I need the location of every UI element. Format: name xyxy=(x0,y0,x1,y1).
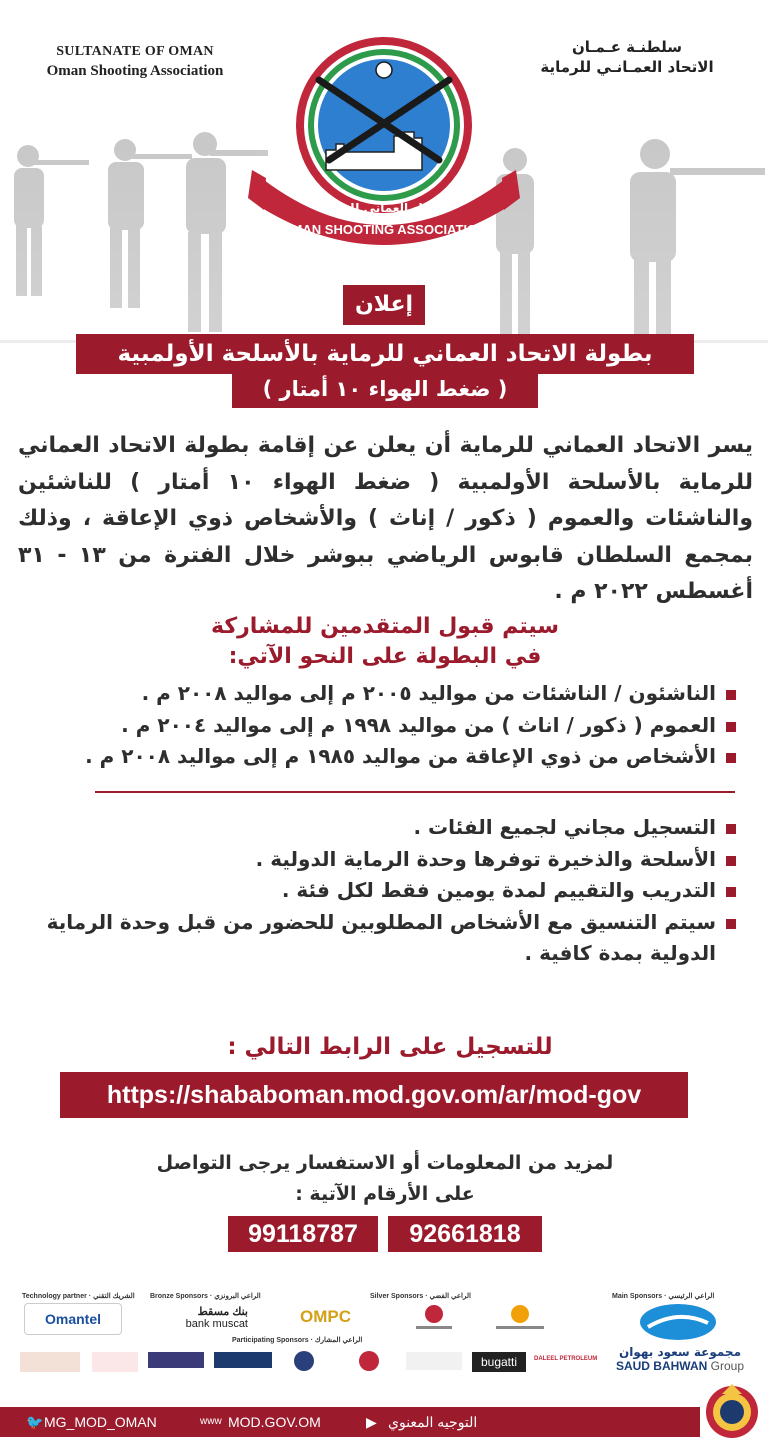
list-item xyxy=(18,741,738,773)
bank-muscat-ar: بنك مسقط xyxy=(197,1306,248,1318)
participating-logo-6 xyxy=(358,1350,380,1372)
bronze-sponsors-label: Bronze Sponsors · الراعي البرونزي xyxy=(150,1293,261,1300)
header-ar xyxy=(512,38,742,76)
participating-logo-2 xyxy=(92,1352,138,1372)
list-item xyxy=(18,678,738,710)
intro-paragraph: يسر الاتحاد العماني للرماية أن يعلن عن إقامة بطولة الاتحاد العماني للرماية بالأسلحة الأولمبية ( ضغط الهواء ١٠ أمتار ) للناشئين والناشئات والعموم ( ذكور / إناث ) والأشخاص ذوي الإعاقة ، وذلك بمجمع السلطان قابوس الرياضي ببوشر خلال الفترة من ١٣ - ٣١ أغسطس ٢٠٢٢ م . xyxy=(18,433,753,604)
saud-bahwan-group: Group xyxy=(710,1359,745,1373)
list-item xyxy=(8,875,738,907)
list-item xyxy=(8,907,738,970)
participating-logo-4 xyxy=(214,1352,272,1368)
website-link[interactable]: MOD.GOV.OM xyxy=(228,1414,321,1430)
registration-label: للتسجيل على الرابط التالي : xyxy=(227,1034,553,1060)
silver-sponsor-logo-3 xyxy=(490,1302,550,1332)
participating-sponsors-label: Participating Sponsors · الراعي المشارك xyxy=(232,1337,363,1344)
contact-line1: لمزيد من المعلومات أو الاستفسار يرجى التواصل xyxy=(156,1152,614,1174)
header-en xyxy=(20,44,250,80)
categories-list xyxy=(18,678,738,773)
list-item xyxy=(18,710,738,742)
bullet-icon xyxy=(726,856,736,866)
bullet-icon xyxy=(726,753,736,763)
web-prefix: www xyxy=(200,1416,222,1427)
bugatti-logo: bugatti xyxy=(472,1352,526,1372)
technology-partner-label: Technology partner · الشريك التقني xyxy=(22,1293,135,1300)
omantel-logo: Omantel xyxy=(24,1303,122,1335)
twitter-icon[interactable]: 🐦 xyxy=(26,1414,44,1430)
twitter-handle[interactable]: MG_MOD_OMAN xyxy=(44,1414,157,1430)
bullet-icon xyxy=(726,824,736,834)
header-ar-line2: الاتحاد العمـانـي للرماية xyxy=(540,58,714,76)
phone-number-1[interactable]: 99118787 xyxy=(228,1216,378,1252)
saud-bahwan-emblem-icon xyxy=(600,1303,760,1341)
youtube-label[interactable]: التوجيه المعنوي xyxy=(388,1414,478,1430)
logo-arabic-text: الاتحاد العماني للرماية xyxy=(318,201,450,215)
list-item-text: الأشخاص من ذوي الإعاقة من مواليد ١٩٨٥ م إلى مواليد ٢٠٠٨ م . xyxy=(85,744,716,768)
contact-line2: على الأرقام الآتية : xyxy=(295,1183,475,1205)
list-item-text: العموم ( ذكور / اناث ) من مواليد ١٩٩٨ م إلى مواليد ٢٠٠٤ م . xyxy=(121,712,716,737)
logo-english-text: OMAN SHOOTING ASSOCIATION xyxy=(281,222,487,237)
contact-text xyxy=(120,1148,650,1210)
youtube-icon[interactable]: ▶ xyxy=(366,1414,377,1430)
phone-number-2[interactable]: 92661818 xyxy=(388,1216,542,1252)
notes-list xyxy=(8,812,738,970)
acceptance-line1: سيتم قبول المتقدمين للمشاركة xyxy=(210,614,559,639)
announcement-title: بطولة الاتحاد العماني للرماية بالأسلحة الأولمبية xyxy=(76,334,694,374)
ompc-logo: OMPC xyxy=(300,1307,351,1326)
list-item xyxy=(8,844,738,876)
registration-link[interactable]: https://shababoman.mod.gov.om/ar/mod-gov xyxy=(60,1072,688,1118)
main-sponsors-label: Main Sponsors · الراعي الرئيسي xyxy=(612,1293,715,1300)
saud-bahwan-ar: مجموعة سعود بهوان xyxy=(618,1345,742,1359)
list-item-text: التدريب والتقييم لمدة يومين فقط لكل فئة . xyxy=(281,878,716,902)
bank-muscat-logo xyxy=(158,1305,248,1333)
oman-shooting-association-logo xyxy=(244,20,524,280)
participating-logo-7 xyxy=(406,1352,462,1370)
bullet-icon xyxy=(726,919,736,929)
footer-bar xyxy=(0,1407,700,1437)
participating-logo-3 xyxy=(148,1352,204,1368)
bullet-icon xyxy=(726,887,736,897)
saud-bahwan-logo xyxy=(600,1303,760,1373)
acceptance-heading xyxy=(150,612,620,672)
announcement-subtitle: ( ضغط الهواء ١٠ أمتار ) xyxy=(232,372,538,408)
bank-muscat-en: bank muscat xyxy=(185,1318,248,1330)
bullet-icon xyxy=(726,690,736,700)
list-item xyxy=(8,812,738,844)
participating-logo-1 xyxy=(20,1352,80,1372)
participating-logo-5 xyxy=(286,1350,322,1372)
ministry-emblem-icon xyxy=(700,1380,764,1440)
list-item-text: الناشئون / الناشئات من مواليد ٢٠٠٥ م إلى مواليد ٢٠٠٨ م . xyxy=(141,681,716,705)
header-ar-line1: سلطنـة عـمـان xyxy=(571,38,683,56)
header-en-line1: SULTANATE OF OMAN xyxy=(56,44,214,59)
silver-sponsors-label: Silver Sponsors · الراعي الفضي xyxy=(370,1293,471,1300)
list-item-text: التسجيل مجاني لجميع الفئات . xyxy=(413,815,716,839)
daleel-petroleum-logo: DALEEL PETROLEUM xyxy=(534,1356,598,1362)
silver-sponsor-logo-2 xyxy=(410,1302,458,1332)
bullet-icon xyxy=(726,722,736,732)
header-en-line2: Oman Shooting Association xyxy=(46,63,224,79)
acceptance-line2: في البطولة على النحو الآتي: xyxy=(228,644,542,669)
list-item-text: سيتم التنسيق مع الأشخاص المطلوبين للحضور من قبل وحدة الرماية الدولية بمدة كافية . xyxy=(46,909,716,965)
divider xyxy=(95,791,735,793)
list-item-text: الأسلحة والذخيرة توفرها وحدة الرماية الدولية . xyxy=(255,846,716,871)
announcement-label: إعلان xyxy=(343,285,425,325)
saud-bahwan-en: SAUD BAHWAN xyxy=(615,1359,708,1373)
